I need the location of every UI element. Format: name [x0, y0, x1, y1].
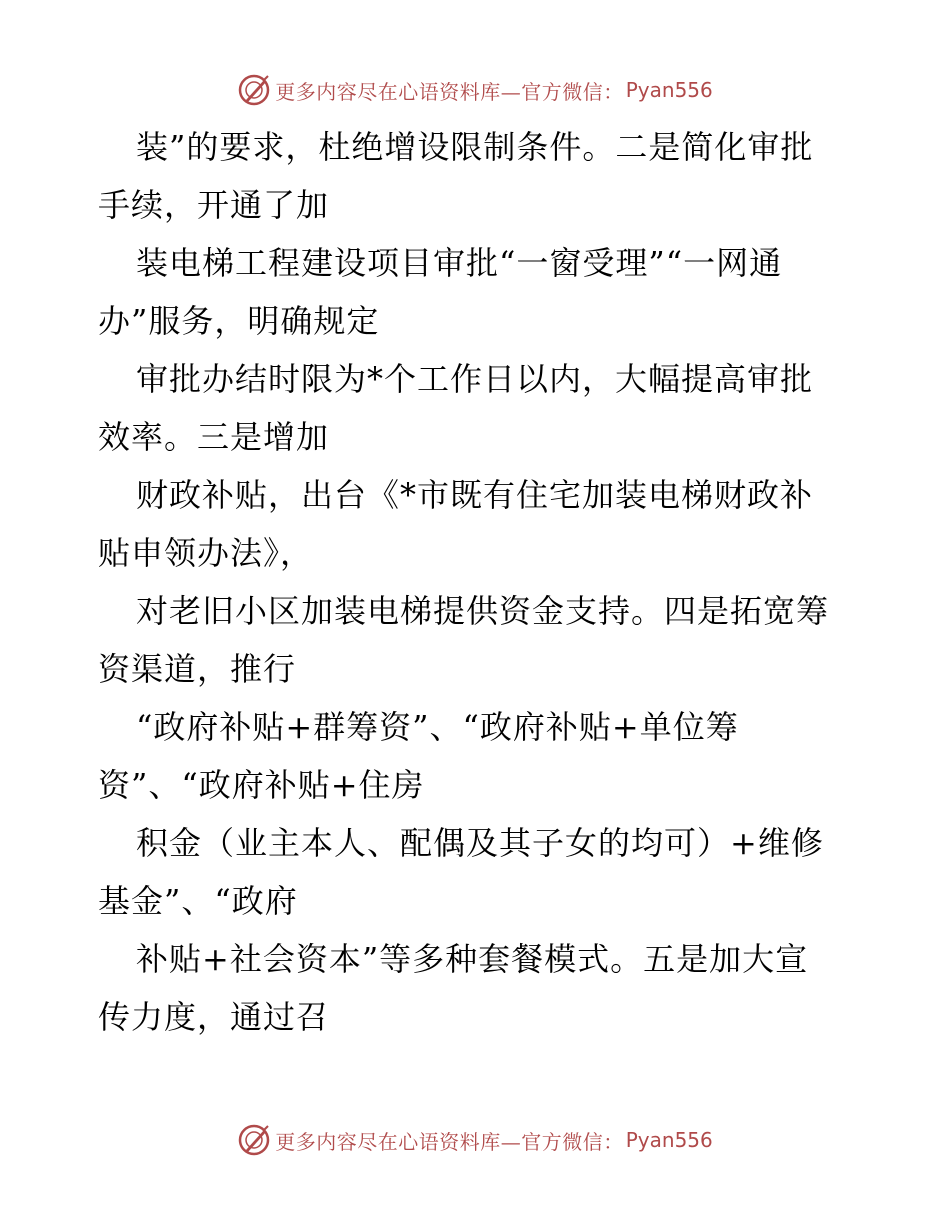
text-line: 办”服务，明确规定	[98, 302, 380, 340]
text-line: 装”的要求，杜绝增设限制条件。二是简化审批	[136, 128, 814, 166]
text-line: 基金”、“政府	[98, 882, 298, 920]
text-line: 补贴+社会资本”等多种套餐模式。五是加大宣	[136, 940, 809, 978]
text-line: 贴申领办法》，	[98, 534, 314, 572]
footer-watermark	[0, 1120, 950, 1160]
text-line: 传力度，通过召	[98, 998, 330, 1036]
text-line: 对老旧小区加装电梯提供资金支持。四是拓宽筹	[136, 592, 830, 630]
text-line: 效率。三是增加	[98, 418, 330, 456]
pen-logo-icon	[237, 73, 271, 107]
text-line: 手续，开通了加	[98, 186, 330, 224]
text-line: 装电梯工程建设项目审批“一窗受理”“一网通	[136, 244, 783, 282]
text-line: 财政补贴，出台《*市既有住宅加装电梯财政补	[136, 476, 814, 514]
text-line: “政府补贴+群筹资”、“政府补贴+单位筹	[136, 708, 739, 746]
watermark-wechat-id: Pyan556	[625, 78, 713, 102]
text-line: 资渠道，推行	[98, 650, 297, 688]
header-watermark	[0, 70, 950, 110]
watermark-text: 更多内容尽在心语资料库—官方微信：	[275, 79, 624, 104]
text-line: 资”、“政府补贴+住房	[98, 766, 425, 804]
text-line: 审批办结时限为*个工作日以内，大幅提高审批	[136, 360, 814, 398]
document-body	[98, 118, 858, 1046]
pen-logo-icon	[237, 1123, 271, 1157]
text-line: 积金（业主本人、配偶及其子女的均可）+维修	[136, 824, 824, 862]
watermark-text: 更多内容尽在心语资料库—官方微信：	[275, 1129, 624, 1154]
watermark-wechat-id: Pyan556	[625, 1128, 713, 1152]
